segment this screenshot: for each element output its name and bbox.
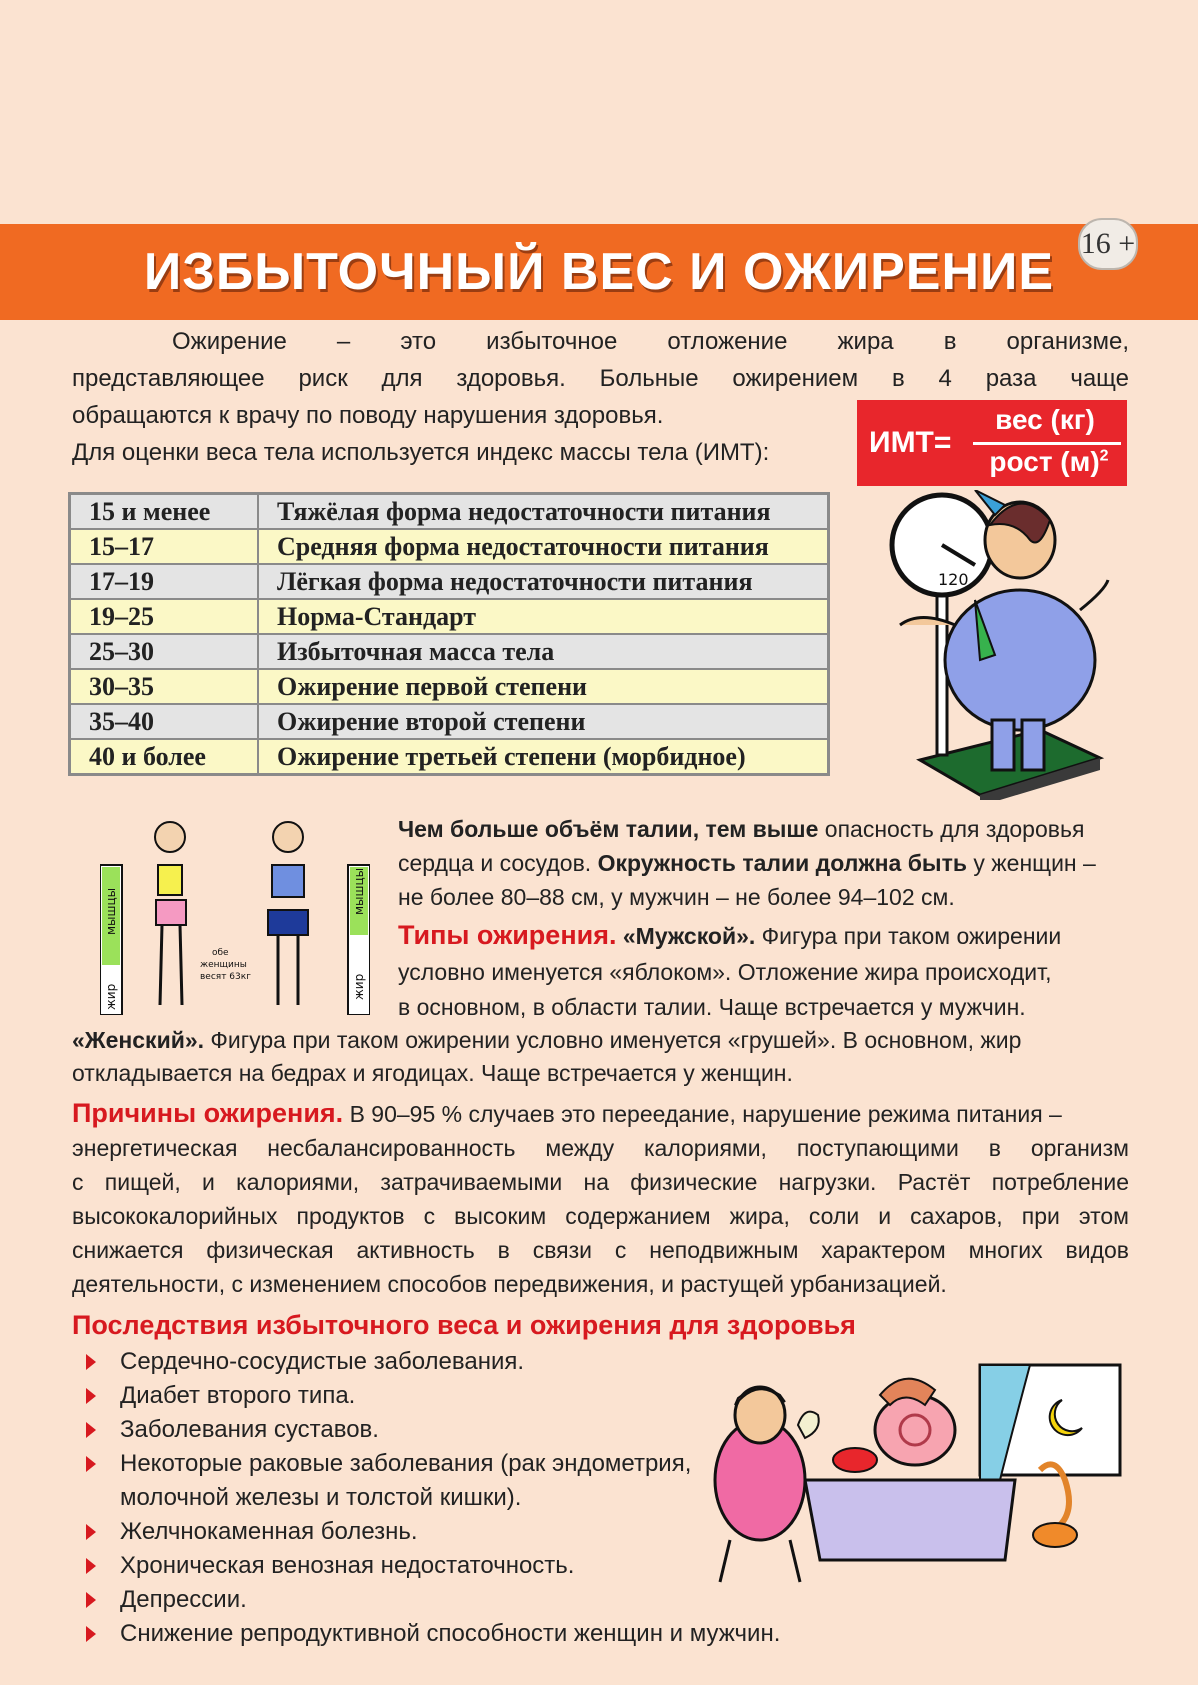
bmi-description: Средняя форма недостаточности питания bbox=[258, 529, 829, 564]
list-item bbox=[86, 1617, 780, 1651]
bullet-icon bbox=[86, 1388, 96, 1404]
bmi-description: Тяжёлая форма недостаточности питания bbox=[258, 494, 829, 530]
bmi-formula bbox=[857, 400, 1127, 486]
muscle-bar-label: мышцы bbox=[104, 887, 118, 935]
causes-text-1: В 90–95 % случаев это переедание, нарушение режима питания – bbox=[343, 1101, 1062, 1127]
causes-line-6: деятельности, с изменением способов передвижения, и растущей урбанизацией. bbox=[72, 1271, 947, 1297]
bmi-table bbox=[68, 492, 830, 776]
woman-eating-illustration bbox=[710, 1360, 1140, 1585]
bmi-description: Ожирение первой степени bbox=[258, 669, 829, 704]
list-item-text: Заболевания суставов. bbox=[120, 1416, 379, 1443]
waist-bold-1: Чем больше объём талии, тем выше bbox=[398, 816, 819, 842]
causes-line-4: высококалорийных продуктов с высоким содержанием жира, соли и сахаров, при этом bbox=[72, 1203, 1129, 1229]
bmi-description: Норма-Стандарт bbox=[258, 599, 829, 634]
formula-numerator: вес (кг) bbox=[995, 404, 1095, 435]
types-heading: Типы ожирения. bbox=[398, 920, 617, 950]
causes-heading: Причины ожирения. bbox=[72, 1098, 344, 1128]
list-item bbox=[86, 1379, 780, 1413]
list-item-text: Некоторые раковые заболевания (рак эндометрия, bbox=[120, 1450, 692, 1477]
table-row bbox=[70, 704, 829, 739]
table-row bbox=[70, 494, 829, 530]
list-item bbox=[86, 1583, 780, 1617]
bmi-range: 40 и более bbox=[70, 739, 259, 775]
bmi-description: Ожирение третьей степени (морбидное) bbox=[258, 739, 829, 775]
list-item-text: Желчнокаменная болезнь. bbox=[120, 1518, 418, 1545]
table-row bbox=[70, 599, 829, 634]
age-rating-badge: 16 + bbox=[1078, 218, 1138, 270]
waist-line-2 bbox=[398, 846, 1096, 880]
bmi-range: 15 и менее bbox=[70, 494, 259, 530]
types-line-2: условно именуется «яблоком». Отложение жира происходит, bbox=[398, 959, 1052, 985]
female-type-text: Фигура при таком ожирении условно именуется «грушей». В основном, жир bbox=[204, 1027, 1022, 1053]
intro-line-3: обращаются к врачу по поводу нарушения здоровья. bbox=[72, 402, 664, 429]
list-item-text: Хроническая венозная недостаточность. bbox=[120, 1552, 575, 1579]
causes-line-3: с пищей, и калориями, затрачиваемыми на физические нагрузки. Растёт потребление bbox=[72, 1169, 1129, 1195]
caption-line2: женщины bbox=[200, 960, 247, 970]
formula-label: ИМТ= bbox=[869, 426, 952, 459]
table-row bbox=[70, 669, 829, 704]
formula-denominator: рост (м) bbox=[989, 446, 1100, 477]
bullet-icon bbox=[86, 1626, 96, 1642]
consequences-list bbox=[86, 1345, 780, 1651]
list-item bbox=[86, 1549, 780, 1583]
table-row bbox=[70, 529, 829, 564]
caption-line3: весят 63кг bbox=[200, 972, 251, 982]
waist-bold-2: Окружность талии должна быть bbox=[597, 850, 967, 876]
list-item-text: Депрессии. bbox=[120, 1586, 247, 1613]
bmi-description: Ожирение второй степени bbox=[258, 704, 829, 739]
waist-text-3: у женщин – bbox=[966, 850, 1096, 876]
bullet-icon bbox=[86, 1592, 96, 1608]
waist-line-1 bbox=[398, 812, 1084, 846]
formula-exponent: 2 bbox=[1099, 447, 1109, 465]
bmi-description: Лёгкая форма недостаточности питания bbox=[258, 564, 829, 599]
intro-line-1: Ожирение – это избыточное отложение жира в организме, bbox=[172, 328, 1129, 355]
fat-bar-label: жир bbox=[352, 973, 366, 1000]
bmi-range: 25–30 bbox=[70, 634, 259, 669]
fat-bar-label: жир bbox=[104, 983, 118, 1010]
title-banner bbox=[0, 224, 1198, 320]
waist-line-3: не более 80–88 см, у мужчин – не более 94–102 см. bbox=[398, 884, 955, 910]
female-line-1 bbox=[72, 1023, 1021, 1057]
male-type-text: Фигура при таком ожирении bbox=[755, 923, 1062, 949]
muscle-bar-label: мышцы bbox=[352, 867, 366, 915]
types-line-3: в основном, в области талии. Чаще встречается у мужчин. bbox=[398, 994, 1026, 1020]
bullet-icon bbox=[86, 1524, 96, 1540]
list-item-text: Диабет второго типа. bbox=[120, 1382, 356, 1409]
list-item-text: Снижение репродуктивной способности женщин и мужчин. bbox=[120, 1620, 781, 1647]
women-figures-illustration bbox=[100, 815, 370, 1015]
bullet-icon bbox=[86, 1558, 96, 1574]
bullet-icon bbox=[86, 1422, 96, 1438]
female-line-2: откладывается на бедрах и ягодицах. Чаще встречается у женщин. bbox=[72, 1060, 793, 1086]
list-item bbox=[86, 1515, 780, 1549]
table-row bbox=[70, 739, 829, 775]
bmi-description: Избыточная масса тела bbox=[258, 634, 829, 669]
female-type-label: «Женский». bbox=[72, 1027, 205, 1053]
list-item-text-cont: молочной железы и толстой кишки). bbox=[120, 1484, 522, 1511]
bullet-icon bbox=[86, 1354, 96, 1370]
table-row bbox=[70, 634, 829, 669]
bullet-icon bbox=[86, 1456, 96, 1472]
types-line-1 bbox=[398, 918, 1061, 953]
list-item bbox=[86, 1413, 780, 1447]
bmi-range: 19–25 bbox=[70, 599, 259, 634]
bmi-range: 17–19 bbox=[70, 564, 259, 599]
formula-denominator-wrap bbox=[969, 446, 1129, 478]
fraction-line bbox=[973, 442, 1121, 445]
causes-line-1 bbox=[72, 1096, 1062, 1131]
page-title: ИЗБЫТОЧНЫЙ ВЕС И ОЖИРЕНИЕ bbox=[143, 243, 1055, 301]
waist-text-2: сердца и сосудов. bbox=[398, 850, 598, 876]
list-item bbox=[86, 1447, 780, 1515]
scale-dial-value: 120 bbox=[938, 570, 969, 589]
list-item-text: Сердечно-сосудистые заболевания. bbox=[120, 1348, 525, 1375]
list-item bbox=[86, 1345, 780, 1379]
intro-line-2: представляющее риск для здоровья. Больные ожирением в 4 раза чаще bbox=[72, 365, 1129, 392]
waist-text-1: опасность для здоровья bbox=[818, 816, 1085, 842]
consequences-heading: Последствия избыточного веса и ожирения для здоровья bbox=[72, 1310, 856, 1340]
table-row bbox=[70, 564, 829, 599]
bmi-range: 30–35 bbox=[70, 669, 259, 704]
male-type-label: «Мужской». bbox=[622, 923, 756, 949]
intro-line-4: Для оценки веса тела используется индекс массы тела (ИМТ): bbox=[72, 439, 770, 466]
woman-on-scale-illustration bbox=[880, 490, 1110, 800]
bmi-range: 15–17 bbox=[70, 529, 259, 564]
caption-line1: обе bbox=[212, 948, 229, 958]
causes-line-2: энергетическая несбалансированность между калориями, поступающими в организм bbox=[72, 1135, 1129, 1161]
causes-line-5: снижается физическая активность в связи с неподвижным характером многих видов bbox=[72, 1237, 1129, 1263]
bmi-range: 35–40 bbox=[70, 704, 259, 739]
